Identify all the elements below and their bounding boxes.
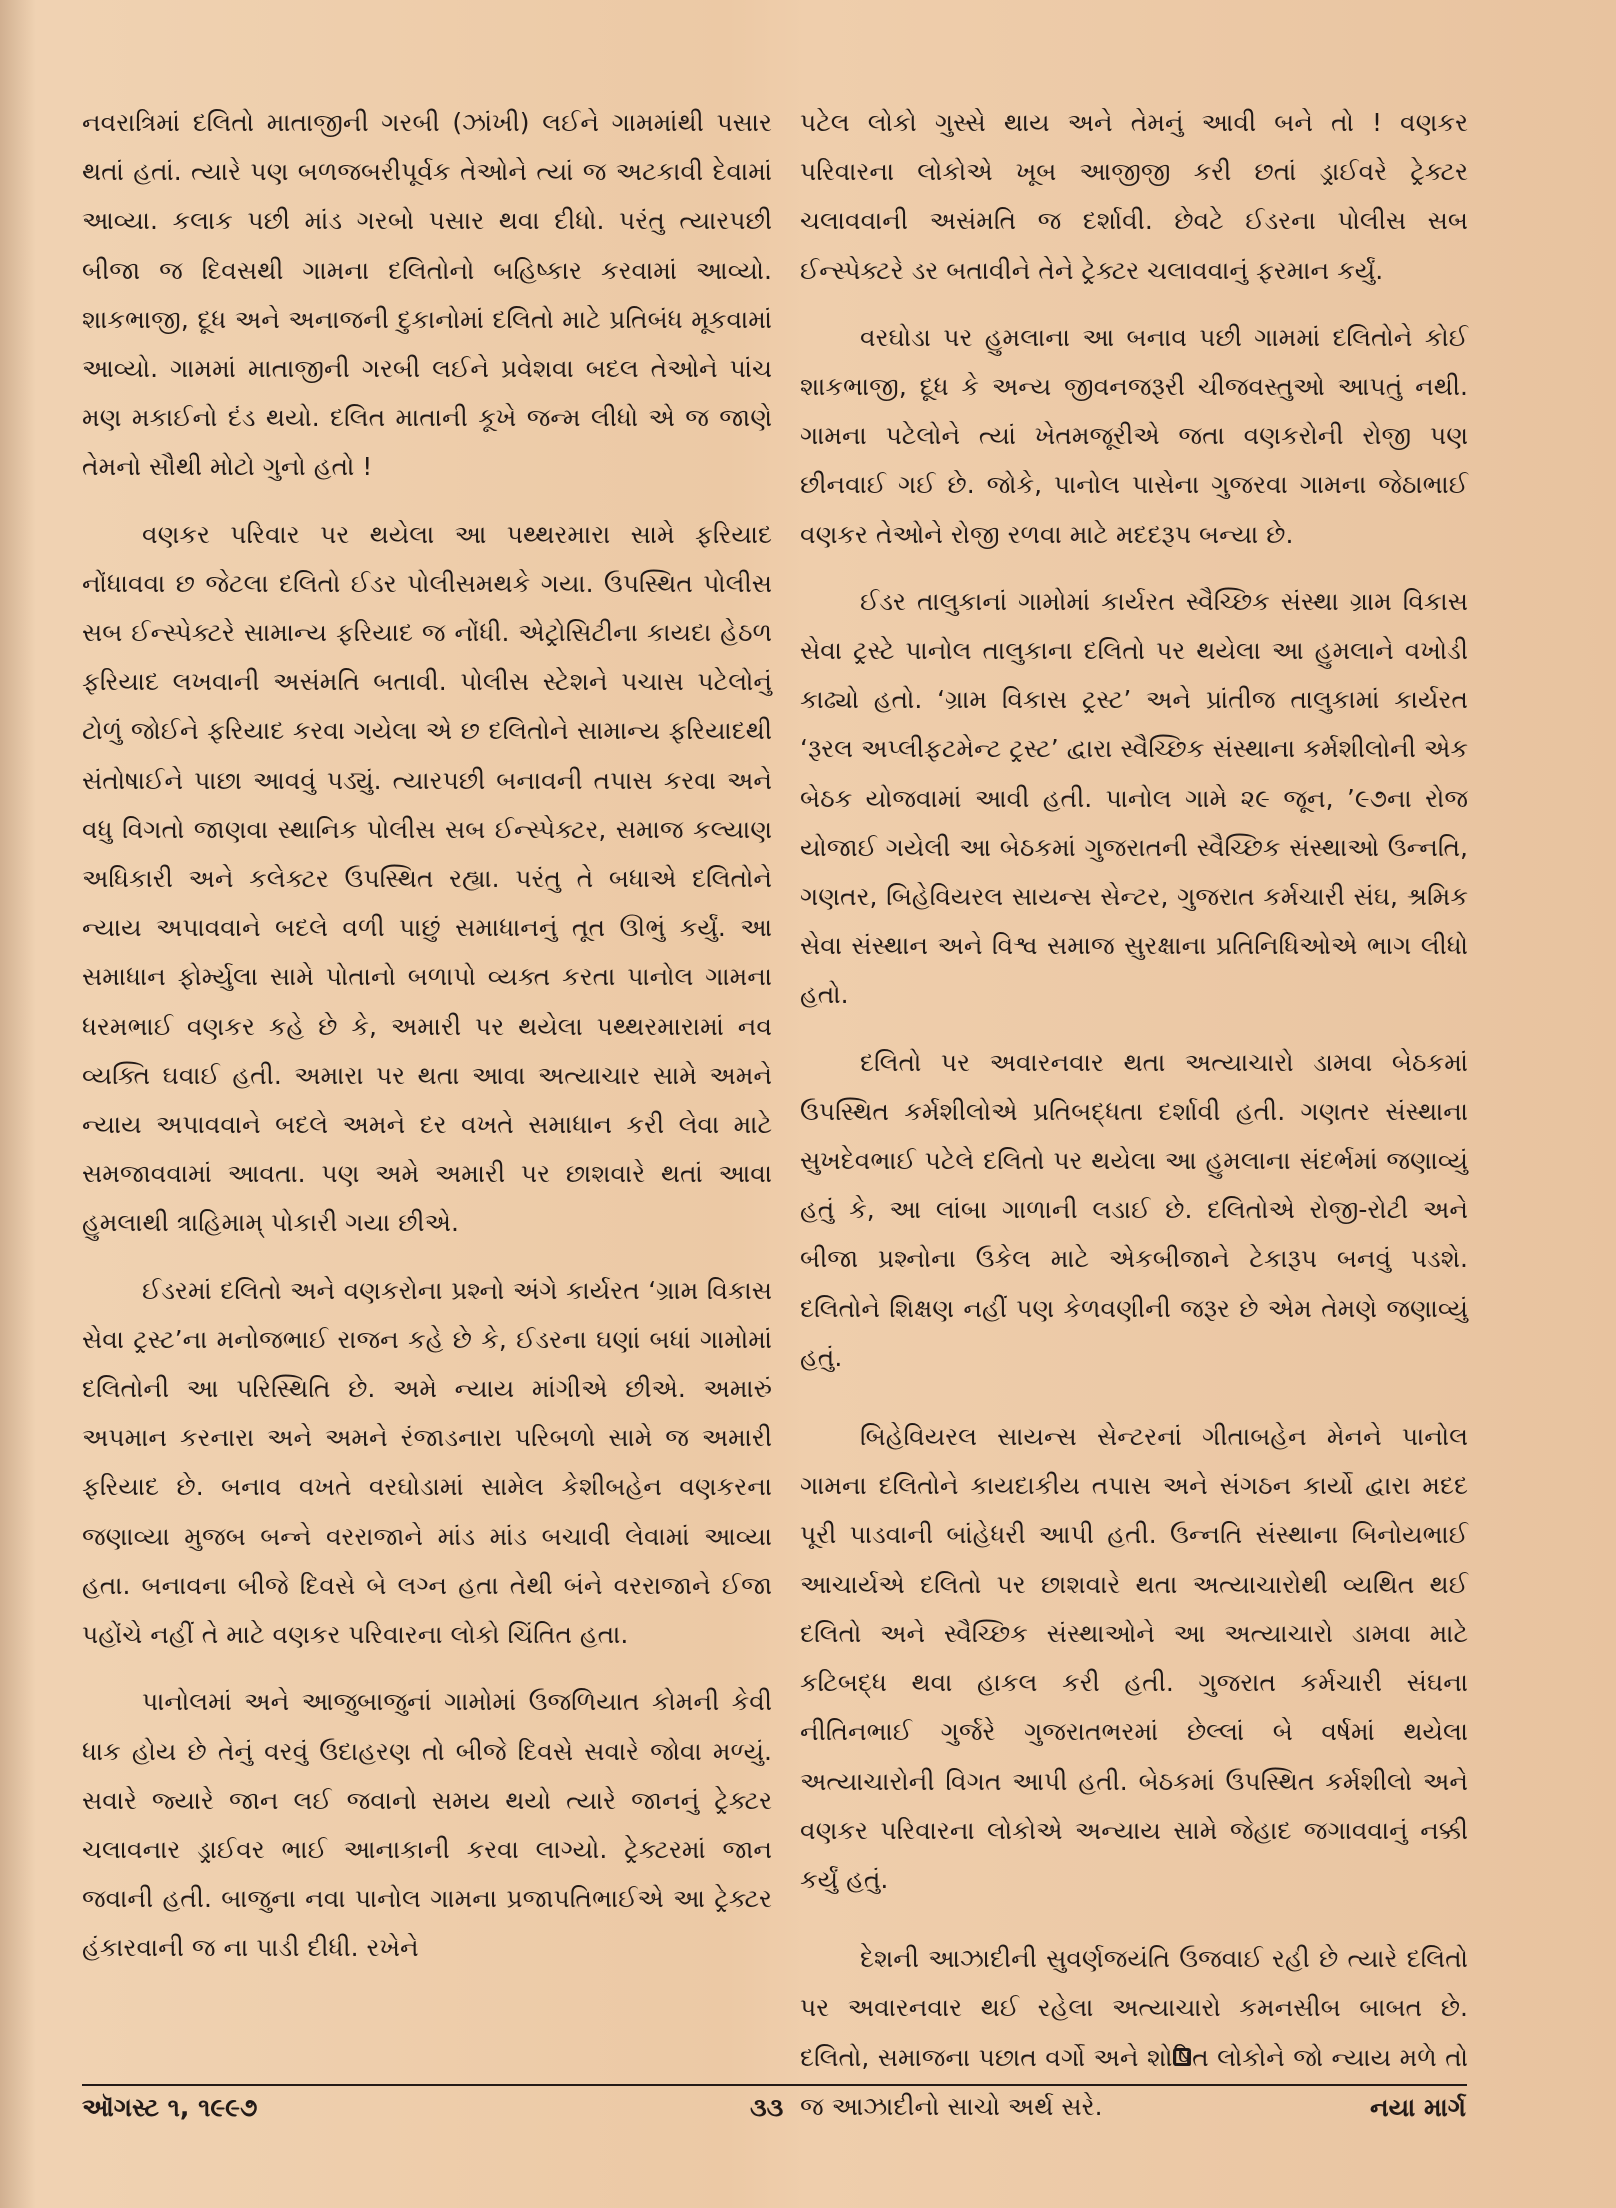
footer-publication-name: નયા માર્ગ bbox=[1370, 2093, 1466, 2122]
paragraph: વરઘોડા પર હુમલાના આ બનાવ પછી ગામમાં દલિતોને કોઈ શાકભાજી, દૂધ કે અન્ય જીવનજરૂરી ચીજવસ્તુઓ આપતું નથી. ગામના પટેલોને ત્યાં ખેતમજૂરીએ જતા વણકરોની રોજી પણ છીનવાઈ ગઈ છે. જોકે, પાનોલ પાસેના ગુજરવા ગામના જેઠાભાઈ વણકર તેઓને રોજી રળવા માટે મદદરૂપ બન્યા છે. bbox=[800, 322, 1468, 549]
paragraph: નવરાત્રિમાં દલિતો માતાજીની ગરબી (ઝાંખી) લઈને ગામમાંથી પસાર થતાં હતાં. ત્યારે પણ બળજબરીપૂર્વક તેઓને ત્યાં જ અટકાવી દેવામાં આવ્યા. કલાક પછી માંડ ગરબો પસાર થવા દીધો. પરંતુ ત્યારપછી બીજા જ દિવસથી ગામના દલિતોનો બહિષ્કાર કરવામાં આવ્યો. શાકભાજી, દૂધ અને અનાજની દુકાનોમાં દલિતો માટે પ્રતિબંધ મૂકવામાં આવ્યો. ગામમાં માતાજીની ગરબી લઈને પ્રવેશવા બદલ તેઓને પાંચ મણ મકાઈનો દંડ થયો. દલિત માતાની કૂખે જન્મ લીધો એ જ જાણે તેમનો સૌથી મોટો ગુનો હતો ! bbox=[82, 108, 772, 482]
paragraph: ઈડરમાં દલિતો અને વણકરોના પ્રશ્નો અંગે કાર્યરત ‘ગ્રામ વિકાસ સેવા ટ્રસ્ટ’ના મનોજભાઈ રાજન કહે છે કે, ઈડરના ઘણાં બધાં ગામોમાં દલિતોની આ પરિસ્થિતિ છે. અમે ન્યાય માંગીએ છીએ. અમારું અપમાન કરનારા અને અમને રંજાડનારા પરિબળો સામે જ અમારી ફરિયાદ છે. બનાવ વખતે વરઘોડામાં સામેલ કેશીબહેન વણકરના જણાવ્યા મુજબ બન્ને વરરાજાને માંડ માંડ બચાવી લેવામાં આવ્યા હતા. બનાવના બીજે દિવસે બે લગ્ન હતા તેથી બંને વરરાજાને ઈજા પહોંચે નહીં તે માટે વણકર પરિવારના લોકો ચિંતિત હતા. bbox=[82, 1275, 772, 1650]
paragraph: પાનોલમાં અને આજુબાજુનાં ગામોમાં ઉજળિયાત કોમની કેવી ધાક હોય છે તેનું વરવું ઉદાહરણ તો બીજે દિવસે સવારે જોવા મળ્યું. સવારે જ્યારે જાન લઈ જવાનો સમય થયો ત્યારે જાનનું ટ્રેક્ટર ચલાવનાર ડ્રાઈવર ભાઈ આનાકાની કરવા લાગ્યો. ટ્રેક્ટરમાં જાન જવાની હતી. બાજુના નવા પાનોલ ગામના પ્રજાપતિભાઈએ આ ટ્રેક્ટર હંકારવાની જ ના પાડી દીધી. રખેને bbox=[82, 1687, 772, 1963]
footer-page-number: ૩૩ bbox=[750, 2093, 784, 2122]
paragraph: વણકર પરિવાર પર થયેલા આ પથ્થરમારા સામે ફરિયાદ નોંધાવવા છ જેટલા દલિતો ઈડર પોલીસમથકે ગયા. ઉપસ્થિત પોલીસ સબ ઈન્સ્પેક્ટરે સામાન્ય ફરિયાદ જ નોંધી. એટ્રોસિટીના કાયદા હેઠળ ફરિયાદ લખવાની અસંમતિ બતાવી. પોલીસ સ્ટેશને પચાસ પટેલોનું ટોળું જોઈને ફરિયાદ કરવા ગયેલા એ છ દલિતોને સામાન્ય ફરિયાદથી સંતોષાઈને પાછા આવવું પડ્યું. ત્યારપછી બનાવની તપાસ કરવા અને વધુ વિગતો જાણવા સ્થાનિક પોલીસ સબ ઈન્સ્પેક્ટર, સમાજ કલ્યાણ અધિકારી અને કલેક્ટર ઉપસ્થિત રહ્યા. પરંતુ તે બધાએ દલિતોને ન્યાય અપાવવાને બદલે વળી પાછું સમાધાનનું તૂત ઊભું કર્યું. આ સમાધાન ફોર્મ્યુલા સામે પોતાનો બળાપો વ્યક્ત કરતા પાનોલ ગામના ધરમભાઈ વણકર કહે છે કે, અમારી પર થયેલા પથ્થરમારામાં નવ વ્યક્તિ ઘવાઈ હતી. અમારા પર થતા આવા અત્યાચાર સામે અમને ન્યાય અપાવવાને બદલે અમને દર વખતે સમાધાન કરી લેવા માટે સમજાવવામાં આવતા. પણ અમે અમારી પર છાશવારે થતાં આવા હુમલાથી ત્રાહિમામ્ પોકારી ગયા છીએ. bbox=[82, 519, 772, 1238]
right-column bbox=[800, 98, 1468, 2149]
paragraph: દલિતો પર અવારનવાર થતા અત્યાચારો ડામવા બેઠકમાં ઉપસ્થિત કર્મશીલોએ પ્રતિબદ્ધતા દર્શાવી હતી. ગણતર સંસ્થાના સુખદેવભાઈ પટેલે દલિતો પર થયેલા આ હુમલાના સંદર્ભમાં જણાવ્યું હતું કે, આ લાંબા ગાળાની લડાઈ છે. દલિતોએ રોજી-રોટી અને બીજા પ્રશ્નોના ઉકેલ માટે એકબીજાને ટેકારૂપ બનવું પડશે. દલિતોને શિક્ષણ નહીં પણ કેળવણીની જરૂર છે એમ તેમણે જણાવ્યું હતું. bbox=[800, 1047, 1468, 1372]
footer-rule bbox=[82, 2084, 1467, 2086]
article-end-square-icon bbox=[1173, 2048, 1191, 2066]
paragraph: ઈડર તાલુકાનાં ગામોમાં કાર્યરત સ્વૈચ્છિક સંસ્થા ગ્રામ વિકાસ સેવા ટ્રસ્ટે પાનોલ તાલુકાના દલિતો પર થયેલા આ હુમલાને વખોડી કાઢ્યો હતો. ‘ગ્રામ વિકાસ ટ્રસ્ટ’ અને પ્રાંતીજ તાલુકામાં કાર્યરત ‘રૂરલ અપ્લીફટમેન્ટ ટ્રસ્ટ’ દ્વારા સ્વૈચ્છિક સંસ્થાના કર્મશીલોની એક બેઠક યોજવામાં આવી હતી. પાનોલ ગામે ૨૯ જૂન, ’૯૭ના રોજ યોજાઈ ગયેલી આ બેઠકમાં ગુજરાતની સ્વૈચ્છિક સંસ્થાઓ ઉન્નતિ, ગણતર, બિહેવિયરલ સાયન્સ સેન્ટર, ગુજરાત કર્મચારી સંઘ, શ્રમિક સેવા સંસ્થાન અને વિશ્વ સમાજ સુરક્ષાના પ્રતિનિધિઓએ ભાગ લીધો હતો. bbox=[800, 586, 1468, 1010]
footer-date: ઑગસ્ટ ૧, ૧૯૯૭ bbox=[82, 2093, 258, 2122]
page-edge-shadow bbox=[0, 0, 36, 2208]
left-column bbox=[82, 98, 772, 1991]
paragraph: દેશની આઝાદીની સુવર્ણજયંતિ ઉજવાઈ રહી છે ત્યારે દલિતો પર અવારનવાર થઈ રહેલા અત્યાચારો કમનસીબ બાબત છે. દલિતો, સમાજના પછાત વર્ગો અને શોષિત લોકોને જો ન્યાય મળે તો જ આઝાદીનો સાચો અર્થ સરે. bbox=[800, 1944, 1468, 2121]
paragraph: પટેલ લોકો ગુસ્સે થાય અને તેમનું આવી બને તો ! વણકર પરિવારના લોકોએ ખૂબ આજીજી કરી છતાં ડ્રાઈવરે ટ્રેક્ટર ચલાવવાની અસંમતિ જ દર્શાવી. છેવટે ઈડરના પોલીસ સબ ઈન્સ્પેક્ટરે ડર બતાવીને તેને ટ્રેક્ટર ચલાવવાનું ફરમાન કર્યું. bbox=[800, 108, 1468, 285]
paragraph: બિહેવિયરલ સાયન્સ સેન્ટરનાં ગીતાબહેન મેનને પાનોલ ગામના દલિતોને કાયદાકીય તપાસ અને સંગઠન કાર્યો દ્વારા મદદ પૂરી પાડવાની બાંહેધરી આપી હતી. ઉન્નતિ સંસ્થાના બિનોયભાઈ આચાર્યએ દલિતો પર છાશવારે થતા અત્યાચારોથી વ્યથિત થઈ દલિતો અને સ્વૈચ્છિક સંસ્થાઓને આ અત્યાચારો ડામવા માટે કટિબદ્ધ થવા હાકલ કરી હતી. ગુજરાત કર્મચારી સંઘના નીતિનભાઈ ગુર્જરે ગુજરાતભરમાં છેલ્લાં બે વર્ષમાં થયેલા અત્યાચારોની વિગત આપી હતી. બેઠકમાં ઉપસ્થિત કર્મશીલો અને વણકર પરિવારના લોકોએ અન્યાય સામે જેહાદ જગાવવાનું નક્કી કર્યું હતું. bbox=[800, 1422, 1468, 1894]
